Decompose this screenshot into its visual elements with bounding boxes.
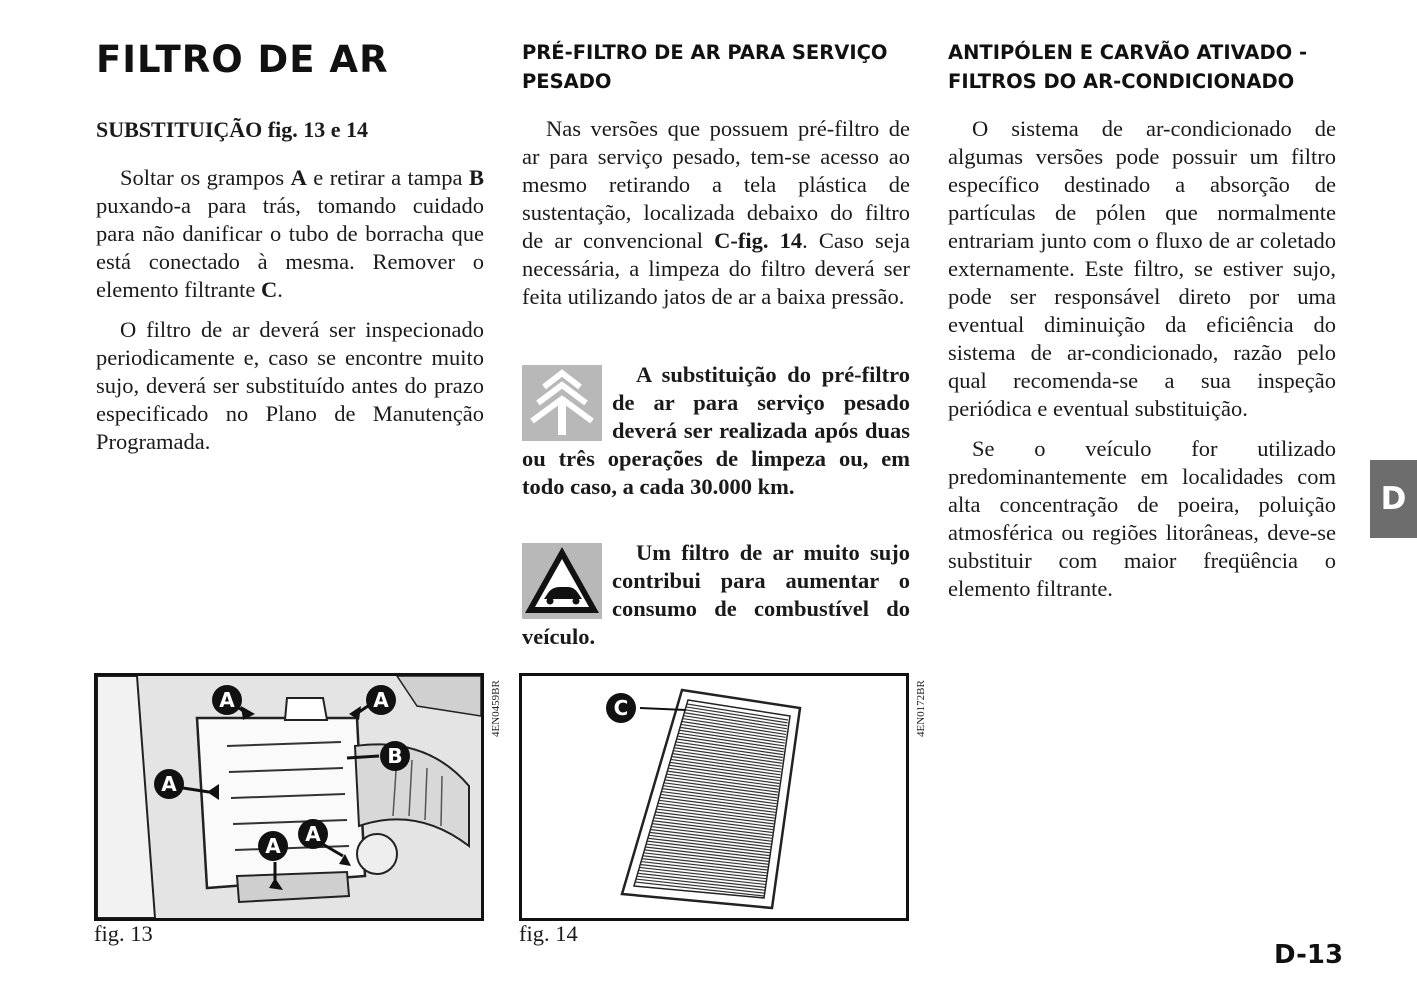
tree-icon <box>522 365 602 441</box>
svg-text:A: A <box>265 834 281 858</box>
svg-text:B: B <box>387 744 403 768</box>
section-heading-prefilter: PRÉ-FILTRO DE AR PARA SERVIÇO PESADO <box>522 41 888 93</box>
paragraph: O sistema de ar-condicionado de algumas versões pode possuir um filtro específico destinado a absorção de partículas de pólen que normalmente entrariam junto com o fluxo de ar coletado externamente. Este filtro, se estiver sujo, pode ser responsável direto por uma eventual diminuição da eficiência do sistema de ar-condicionado, razão pelo qual recomenda-se a sua inspeção periódica e eventual substituição. <box>948 116 1336 421</box>
fig13-label-b <box>380 741 410 771</box>
note-warning: Um filtro de ar muito sujo contribui para aumentar o consumo de combustível do veículo. <box>522 540 910 649</box>
section-tab: D <box>1370 460 1417 538</box>
page-number: D-13 <box>1274 940 1344 970</box>
air-filter-housing-illustration <box>97 676 481 918</box>
svg-text:A: A <box>161 772 177 796</box>
column-2-body <box>522 115 910 323</box>
figure-14-caption: fig. 14 <box>519 921 578 946</box>
figure-13-code: 4EN0459BR <box>490 680 502 737</box>
section-heading-replacement: SUBSTITUIÇÃO fig. 13 e 14 <box>96 117 368 142</box>
column-1-body <box>96 164 484 468</box>
paragraph: O filtro de ar deverá ser inspecionado periodicamente e, caso se encontre muito sujo, deverá ser substituído antes do prazo especificado no Plano de Manutenção Programada. <box>96 317 484 454</box>
fig13-label-a-left <box>154 769 184 799</box>
paragraph: Nas versões que possuem pré-filtro de ar para serviço pesado, tem-se acesso ao mesmo retirando a tela plástica de sustentação, localizada debaixo do filtro de ar convencional C-fig. 14. Caso seja necessária, a limpeza do filtro deverá ser feita utilizando jatos de ar a baixa pressão. <box>522 116 910 309</box>
paragraph: Soltar os grampos A e retirar a tampa B puxando-a para trás, tomando cuidado para não danificar o tubo de borracha que está conectado à mesma. Remover o elemento filtrante C. <box>96 165 484 302</box>
column-3-body <box>948 115 1336 615</box>
fig13-label-a-top-left <box>212 685 242 715</box>
fig13-label-a-bottom-right <box>298 819 328 849</box>
svg-text:A: A <box>305 822 321 846</box>
figure-13 <box>94 673 484 921</box>
paragraph: Se o veículo for utilizado predominantemente em localidades com alta concentração de poeira, poluição atmosférica ou regiões litorâneas, deve-se substituir com maior freqüência o elemento filtrante. <box>948 436 1336 601</box>
fig14-label-c <box>606 693 636 723</box>
figure-14 <box>519 673 909 921</box>
page-title: FILTRO DE AR <box>96 38 389 81</box>
fig13-label-a-bottom-left <box>258 831 288 861</box>
svg-text:A: A <box>373 688 389 712</box>
filter-element-illustration <box>522 676 906 918</box>
section-heading-pollen: ANTIPÓLEN E CARVÃO ATIVADO - FILTROS DO AR-CONDICIONADO <box>948 41 1308 93</box>
svg-text:A: A <box>219 688 235 712</box>
car-warning-icon <box>522 543 602 619</box>
svg-text:C: C <box>613 696 629 720</box>
note-tree: A substituição do pré-filtro de ar para serviço pesado deverá ser realizada após duas ou três operações de limpeza ou, em todo caso, a cada 30.000 km. <box>522 362 910 499</box>
fig13-label-a-top-right <box>366 685 396 715</box>
figure-14-code: 4EN0172BR <box>915 680 927 737</box>
figure-13-caption: fig. 13 <box>94 921 153 946</box>
